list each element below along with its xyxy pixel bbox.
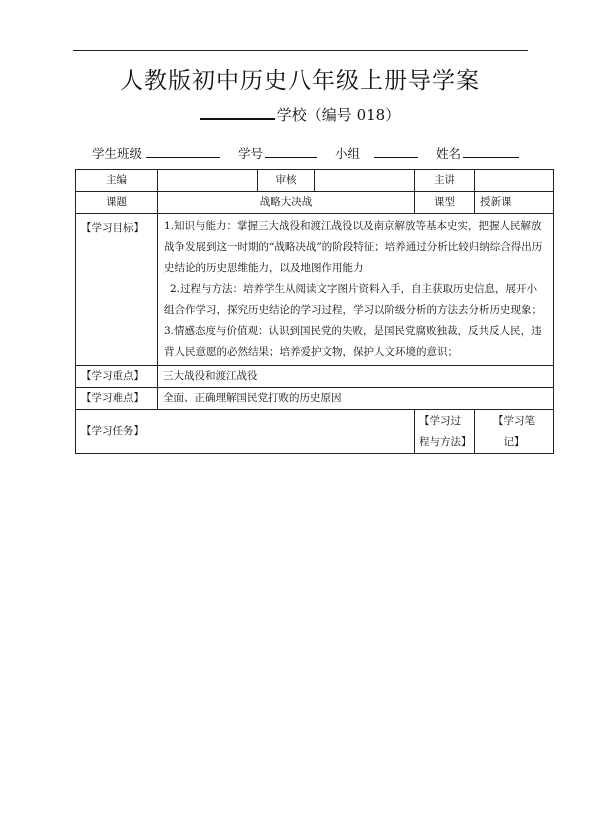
goals-label: 【学习目标】 xyxy=(76,214,158,366)
notes-label: 【学习笔记】 xyxy=(475,410,554,454)
group-blank xyxy=(374,145,418,158)
reviewer-label: 审核 xyxy=(258,170,315,192)
goal-item: 1.知识与能力：掌握三大战役和渡江战役以及南京解放等基本史实，把握人民解放战争发展到这一时期的“战略决战”的阶段特征；培养通过分析比较归纳综合得出历史结论的历史思维能力，以及地图作用能力 xyxy=(164,220,543,274)
editor-value xyxy=(158,170,258,192)
student-info-row xyxy=(92,144,519,162)
class-label: 学生班级 xyxy=(92,146,143,161)
class-blank xyxy=(146,145,220,158)
school-line xyxy=(0,104,600,125)
focus-label: 【学习重点】 xyxy=(76,366,158,388)
school-text: 学校（编号 018） xyxy=(276,106,401,124)
table-row xyxy=(76,214,554,366)
top-rule xyxy=(73,50,528,51)
id-label: 学号 xyxy=(238,146,264,161)
editor-label: 主编 xyxy=(76,170,158,192)
process-label: 【学习过程与方法】 xyxy=(415,410,475,454)
table-row xyxy=(76,170,554,192)
page-title: 人教版初中历史八年级上册导学案 xyxy=(120,68,480,94)
lesson-table xyxy=(75,169,554,454)
task-label: 【学习任务】 xyxy=(76,410,415,454)
goal-item: 3.情感态度与价值观：认识到国民党的失败，是国民党腐败独裁，反共反人民，违背人民意愿的必然结果；培养爱护文物，保护人文环境的意识； xyxy=(164,325,542,358)
speaker-value xyxy=(475,170,554,192)
difficulty-value: 全面、正确理解国民党打败的历史原因 xyxy=(158,388,554,410)
id-blank xyxy=(265,145,317,158)
table-row xyxy=(76,410,554,454)
table-row xyxy=(76,192,554,214)
reviewer-value xyxy=(315,170,415,192)
name-blank xyxy=(463,145,519,158)
focus-value: 三大战役和渡江战役 xyxy=(158,366,554,388)
speaker-label: 主讲 xyxy=(415,170,475,192)
goals-content xyxy=(158,214,554,366)
school-blank xyxy=(200,104,275,120)
difficulty-label: 【学习难点】 xyxy=(76,388,158,410)
group-label: 小组 xyxy=(335,146,361,161)
lesson-type-label: 课型 xyxy=(415,192,475,214)
lesson-type-value: 授新课 xyxy=(475,192,554,214)
table-row xyxy=(76,366,554,388)
table-row xyxy=(76,388,554,410)
goal-item: 2.过程与方法：培养学生从阅读文字图片资料入手，自主获取历史信息，展开小组合作学习，探究历史结论的学习过程，学习以阶级分析的方法去分析历史现象； xyxy=(164,283,542,316)
name-label: 姓名 xyxy=(436,146,462,161)
topic-label: 课题 xyxy=(76,192,158,214)
topic-value: 战略大决战 xyxy=(158,192,415,214)
